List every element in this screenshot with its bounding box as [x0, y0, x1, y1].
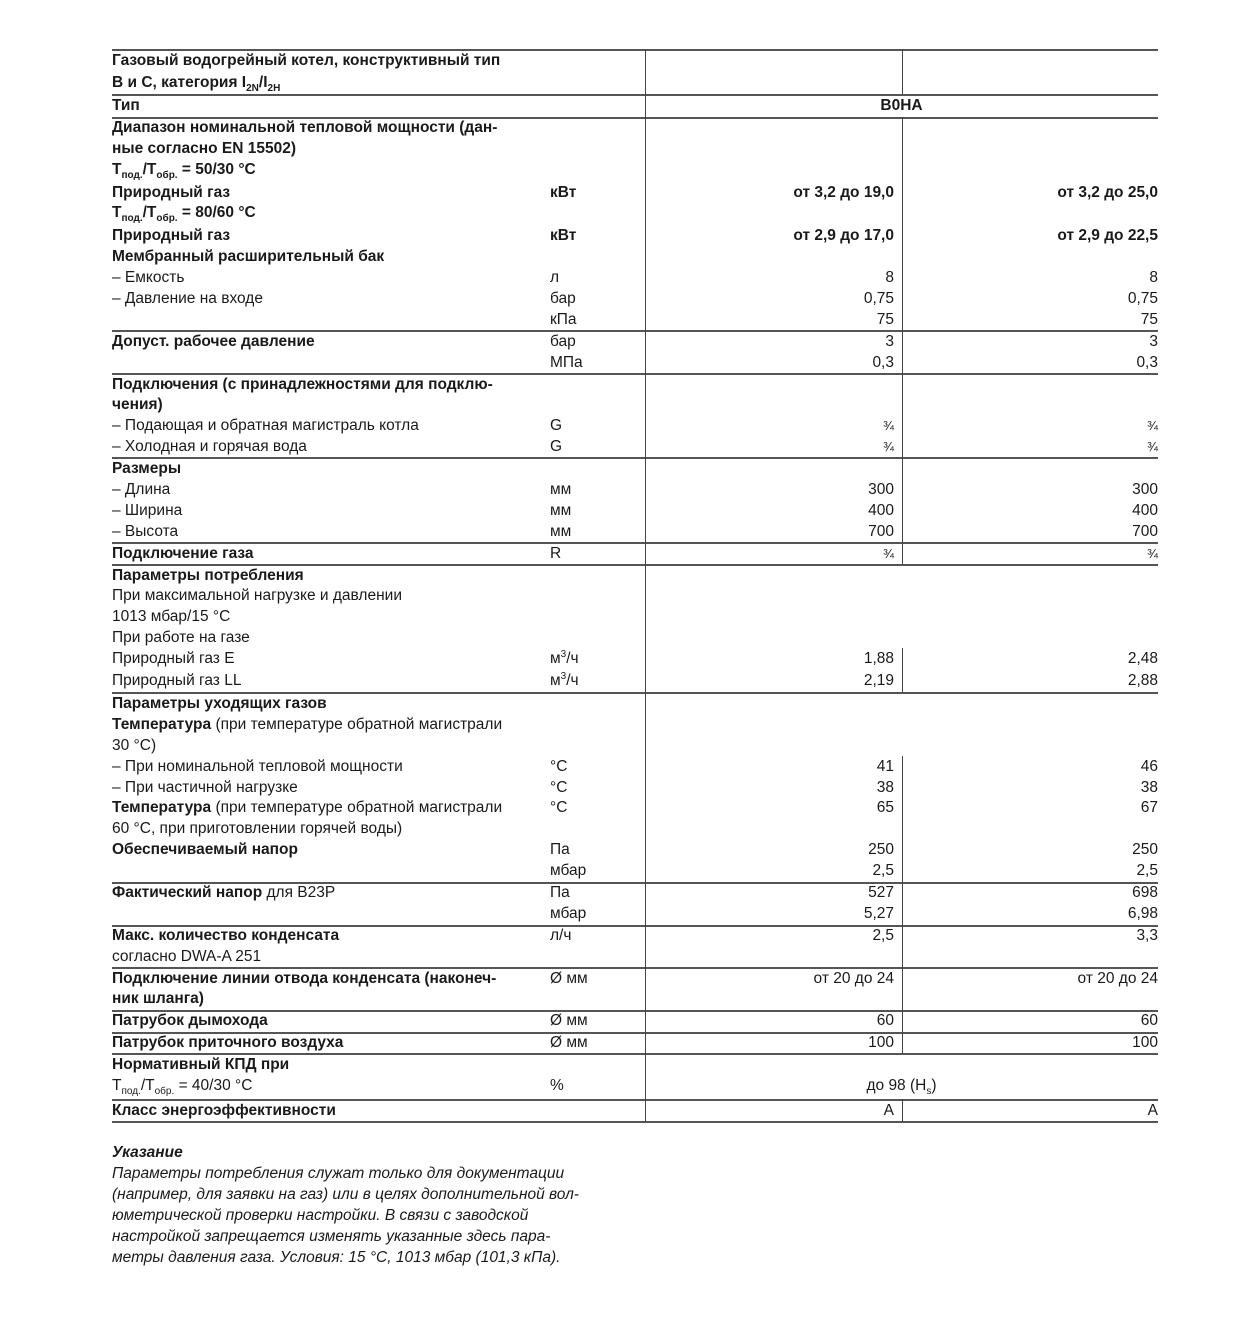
column-divider	[645, 49, 646, 1122]
efficiency-value: до 98 $(H_s)$	[866, 1077, 937, 1098]
value-col1: 5,27	[863, 905, 894, 922]
connections-heading: Подключения (с принадлежностями для подклю-	[112, 376, 493, 393]
row-label: – Емкость	[112, 269, 185, 286]
value-col2: ¾	[1147, 546, 1158, 561]
gas-label: Природный газ	[112, 184, 231, 201]
condensate-note: согласно DWA-A 251	[112, 948, 262, 965]
row-label: – Ширина	[112, 502, 183, 519]
unit: кПа	[550, 311, 577, 328]
table-title-line2: B и C, категория $I_{2N}/I_{2H}$	[112, 74, 281, 95]
row-label: – Давление на входе	[112, 290, 263, 307]
note-line: (например, для заявки на газ) или в целях дополнительной вол-	[112, 1186, 579, 1203]
value-col1: ¾	[883, 546, 894, 561]
value-col1: 527	[868, 884, 894, 901]
dimensions-heading: Размеры	[112, 460, 182, 477]
temp-condition-80-60: $T_{под.}/T_{обр.} = 80/60$ °C	[112, 204, 256, 225]
flue-pipe-label: Патрубок дымохода	[112, 1012, 268, 1029]
value-col2: 6,98	[1127, 905, 1158, 922]
column-divider	[902, 756, 903, 1054]
connections-heading-cont: чения)	[112, 396, 163, 413]
value-col1: 300	[868, 481, 894, 498]
unit: мбар	[550, 862, 587, 879]
value-col2: от 2,9 до 22,5	[1057, 227, 1158, 244]
rule	[112, 457, 1158, 459]
flue-heading: Параметры уходящих газов	[112, 695, 327, 712]
unit: бар	[550, 290, 576, 307]
value-col1: 60	[876, 1012, 894, 1029]
condensate-label: Макс. количество конденсата	[112, 927, 340, 944]
unit: Па	[550, 841, 570, 858]
value-col1: ¾	[883, 418, 894, 433]
value-col1: 700	[868, 523, 894, 540]
value-col1: 1,88	[863, 650, 894, 667]
value-col1: 2,5	[872, 862, 894, 879]
value-col2: 700	[1132, 523, 1158, 540]
value-col2: 3	[1149, 333, 1158, 350]
unit: л	[550, 269, 560, 286]
unit: °C	[550, 758, 568, 775]
value-col2: 400	[1132, 502, 1158, 519]
value-col1: 38	[876, 779, 894, 796]
value-col2: 2,48	[1127, 650, 1158, 667]
value-col2: 100	[1132, 1034, 1158, 1051]
unit: Ø мм	[550, 1034, 588, 1051]
value-col2: ¾	[1147, 418, 1158, 433]
value-col1: ¾	[883, 439, 894, 454]
unit: мм	[550, 502, 572, 519]
gas-label: Природный газ	[112, 227, 231, 244]
unit: Ø мм	[550, 1012, 588, 1029]
note-line: Параметры потребления служат только для документации	[112, 1165, 565, 1182]
power-heading: Диапазон номинальной тепловой мощности (дан-	[112, 119, 498, 136]
row-label: – Длина	[112, 481, 171, 498]
value-col2: 8	[1149, 269, 1158, 286]
unit: мбар	[550, 905, 587, 922]
tank-heading: Мембранный расширительный бак	[112, 248, 385, 265]
value-col1: 65	[876, 799, 894, 816]
unit: °C	[550, 799, 568, 816]
gas-connection-label: Подключение газа	[112, 545, 254, 562]
value-col2: 0,75	[1127, 290, 1158, 307]
value-col1: 8	[885, 269, 894, 286]
column-divider	[902, 648, 903, 692]
unit: G	[550, 438, 563, 455]
value-col2: 46	[1140, 758, 1158, 775]
unit: л/ч	[550, 927, 572, 944]
row-label: – Высота	[112, 523, 179, 540]
unit: Ø мм	[550, 970, 588, 987]
value-col1: 2,5	[872, 927, 894, 944]
rule	[112, 1121, 1158, 1123]
head-label: Обеспечиваемый напор	[112, 841, 298, 858]
unit: $м^3/ч$	[550, 648, 579, 667]
consumption-note: При максимальной нагрузке и давлении	[112, 587, 402, 604]
flue-temp1-cont: 30 °C)	[112, 737, 157, 754]
value-col1: A	[883, 1102, 894, 1119]
value-col1: от 20 до 24	[813, 970, 894, 987]
note-heading: Указание	[112, 1144, 183, 1161]
row-label: – Подающая и обратная магистраль котла	[112, 417, 419, 434]
column-divider	[902, 49, 903, 94]
row-label: – Холодная и горячая вода	[112, 438, 307, 455]
consumption-heading: Параметры потребления	[112, 567, 304, 584]
unit: бар	[550, 333, 576, 350]
unit: G	[550, 417, 563, 434]
unit: Па	[550, 884, 570, 901]
value-col2: 3,3	[1136, 927, 1158, 944]
unit: мм	[550, 481, 572, 498]
value-col2: 698	[1132, 884, 1158, 901]
value-col2: от 3,2 до 25,0	[1057, 184, 1158, 201]
note-line: юметрической проверки настройки. В связи с заводской	[112, 1207, 529, 1224]
note	[112, 1142, 632, 1268]
type-value: B0HA	[880, 97, 923, 114]
unit: $м^3/ч$	[550, 670, 579, 689]
flue-temp1: Температура (при температуре обратной магистрали	[112, 716, 503, 733]
value-col1: 3	[885, 333, 894, 350]
value-col2: 2,88	[1127, 672, 1158, 689]
efficiency-condition: $T_{под.}/T_{обр.} = 40/30$ °C	[112, 1077, 253, 1098]
flue-temp2: Температура (при температуре обратной магистрали	[112, 799, 503, 816]
value-col2: 2,5	[1136, 862, 1158, 879]
row-label: – При частичной нагрузке	[112, 779, 298, 796]
value-col2: 0,3	[1136, 354, 1158, 371]
value-col2: 75	[1140, 311, 1158, 328]
condensate-line-label-cont: ник шланга)	[112, 990, 204, 1007]
table-title-line1: Газовый водогрейный котел, конструктивный тип	[112, 52, 501, 69]
unit: %	[550, 1077, 564, 1094]
value-col1: 250	[868, 841, 894, 858]
row-label: Природный газ E	[112, 650, 235, 667]
rule	[112, 542, 1158, 544]
unit: кВт	[550, 227, 577, 244]
value-col2: 250	[1132, 841, 1158, 858]
row-label: Природный газ LL	[112, 672, 242, 689]
value-col2: 67	[1140, 799, 1158, 816]
value-col2: 300	[1132, 481, 1158, 498]
unit: R	[550, 545, 562, 562]
value-col1: 2,19	[863, 672, 894, 689]
unit: °C	[550, 779, 568, 796]
type-label: Тип	[112, 97, 140, 114]
unit: МПа	[550, 354, 583, 371]
value-col2: 38	[1140, 779, 1158, 796]
value-col1: 0,75	[863, 290, 894, 307]
value-col2: ¾	[1147, 439, 1158, 454]
value-col2: 60	[1140, 1012, 1158, 1029]
pressure-label: Допуст. рабочее давление	[112, 333, 315, 350]
value-col1: 100	[868, 1034, 894, 1051]
note-line: метры давления газа. Условия: 15 °C, 1013 мбар (101,3 кПа).	[112, 1249, 561, 1266]
column-divider	[902, 117, 903, 564]
value-col1: 75	[876, 311, 894, 328]
rule	[112, 1010, 1158, 1012]
actual-head-label: Фактический напор для B23P	[112, 884, 336, 901]
consumption-note: При работе на газе	[112, 629, 250, 646]
value-col1: 41	[876, 758, 894, 775]
value-col1: 400	[868, 502, 894, 519]
energy-class-label: Класс энергоэффективности	[112, 1102, 336, 1119]
air-pipe-label: Патрубок приточного воздуха	[112, 1034, 344, 1051]
note-line: настройкой запрещается изменять указанные здесь пара-	[112, 1228, 551, 1245]
value-col2: от 20 до 24	[1077, 970, 1158, 987]
flue-temp2-cont: 60 °C, при приготовлении горячей воды)	[112, 820, 403, 837]
consumption-note: 1013 мбар/15 °C	[112, 608, 231, 625]
unit: кВт	[550, 184, 577, 201]
value-col1: от 2,9 до 17,0	[793, 227, 894, 244]
unit: мм	[550, 523, 572, 540]
condensate-line-label: Подключение линии отвода конденсата (наконеч-	[112, 970, 497, 987]
value-col1: от 3,2 до 19,0	[793, 184, 894, 201]
value-col2: A	[1147, 1102, 1158, 1119]
row-label: – При номинальной тепловой мощности	[112, 758, 403, 775]
column-divider	[902, 1099, 903, 1122]
efficiency-label: Нормативный КПД при	[112, 1056, 290, 1073]
value-col1: 0,3	[872, 354, 894, 371]
power-heading-cont: ные согласно EN 15502)	[112, 140, 297, 157]
temp-condition-50-30: $T_{под.}/T_{обр.} = 50/30$ °C	[112, 161, 256, 182]
